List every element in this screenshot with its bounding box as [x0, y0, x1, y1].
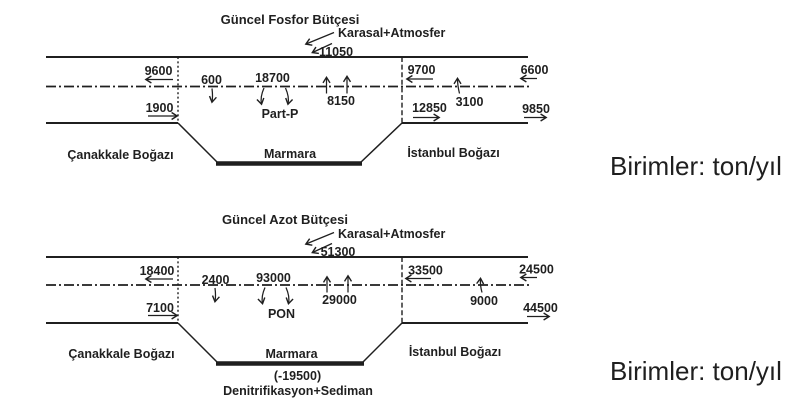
flux-settling-central-value: 93000 [256, 271, 291, 285]
flux-west-lower-inflow-value: 1900 [145, 101, 174, 115]
basin-east-slope-line [360, 123, 402, 163]
external-input-label: Karasal+Atmosfer [338, 227, 446, 241]
flux-east-boundary-upper-inflow-value: 24500 [519, 262, 554, 277]
external-input-arrow [306, 233, 334, 245]
flux-east-boundary-lower-outflow-value: 44500 [523, 301, 558, 315]
basin-label: Marmara [263, 147, 317, 161]
flux-upwelling-east-value: 9000 [470, 294, 498, 308]
west-strait-label: Çanakkale Boğazı [68, 347, 175, 361]
flux-settling-central-value: 18700 [255, 71, 290, 85]
basin-east-slope-line [362, 323, 402, 363]
east-strait-label: İstanbul Boğazı [408, 345, 502, 359]
flux-settling-west-value: 2400 [201, 273, 230, 287]
external-input-value: 11050 [318, 45, 354, 59]
external-input-label: Karasal+Atmosfer [338, 26, 446, 40]
flux-settling-central-arrow [261, 88, 264, 104]
particulate-label: Part-P [261, 107, 299, 121]
diagram-title: Güncel Fosfor Bütçesi [220, 12, 360, 27]
units-label-bottom: Birimler: ton/yıl [610, 356, 782, 386]
flux-east-boundary-upper-inflow-value: 6600 [520, 63, 549, 77]
west-strait-label: Çanakkale Boğazı [67, 148, 174, 162]
nitrogen-budget-diagram [46, 212, 558, 398]
basin-west-slope-line [178, 123, 218, 163]
flux-settling-central-arrow [262, 288, 265, 304]
external-input-arrow [306, 33, 334, 45]
flux-settling-west-arrow [215, 288, 216, 302]
flux-settling-central-arrow [286, 88, 289, 104]
flux-upwelling-central-value: 29000 [322, 293, 357, 307]
flux-upwelling-central-value: 8150 [327, 94, 355, 108]
flux-east-upper-inflow-value: 9700 [407, 63, 436, 77]
flux-west-upper-outflow-value: 18400 [139, 264, 175, 278]
particulate-label: PON [267, 307, 296, 321]
flux-east-boundary-lower-outflow-value: 9850 [522, 102, 550, 116]
flux-settling-central-arrow [286, 288, 289, 304]
flux-settling-west-value: 600 [201, 73, 222, 87]
sediment-sink-value: (-19500) [273, 369, 322, 383]
flux-east-upper-inflow-value: 33500 [408, 263, 443, 278]
basin-label: Marmara [265, 347, 318, 361]
flux-west-lower-inflow-value: 7100 [146, 301, 174, 315]
diagram-title: Güncel Azot Bütçesi [222, 212, 348, 227]
flux-east-lower-outflow-value: 12850 [412, 101, 447, 115]
flux-upwelling-east-arrow [458, 79, 460, 94]
units-label-top: Birimler: ton/yıl [610, 151, 782, 181]
flux-settling-west-arrow [212, 89, 213, 103]
basin-west-slope-line [178, 323, 218, 363]
east-strait-label: İstanbul Boğazı [407, 146, 500, 160]
sediment-sink-label: Denitrifikasyon+Sediman [223, 384, 373, 398]
flux-upwelling-east-value: 3100 [455, 95, 484, 109]
phosphorus-budget-diagram [46, 12, 550, 164]
external-input-value: 51300 [320, 245, 356, 259]
flux-west-upper-outflow-value: 9600 [144, 64, 173, 78]
